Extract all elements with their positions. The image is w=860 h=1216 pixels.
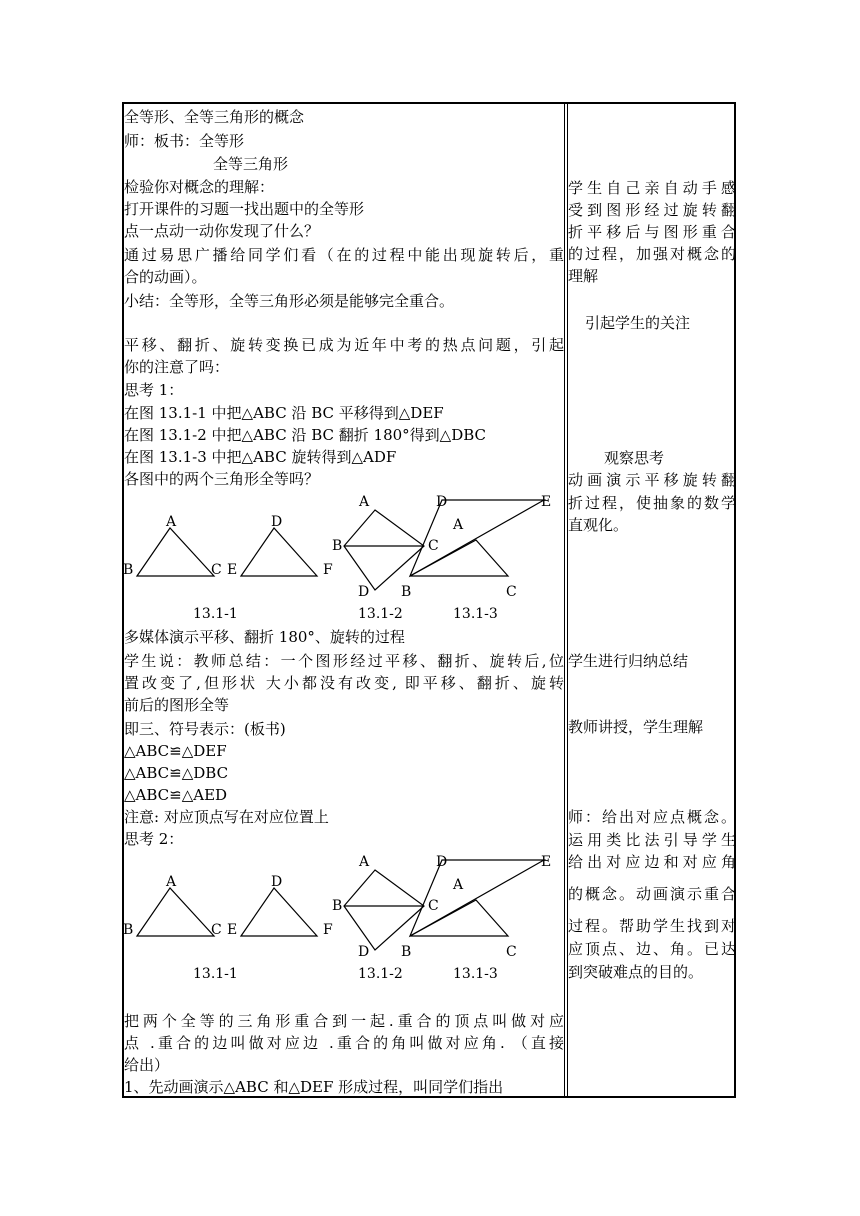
text-line: 前后的图形全等 [124, 696, 230, 714]
label-f: F [323, 922, 333, 938]
text-line: 把两个全等的三角形重合到一起.重合的顶点叫做对应 [124, 1012, 564, 1030]
label-c: C [506, 944, 517, 960]
label-b: B [332, 538, 343, 554]
label-e: E [227, 562, 238, 578]
triangle-abc [137, 888, 214, 936]
label-d: D [358, 944, 370, 960]
note-line: 学生进行归纳总结 [568, 652, 689, 670]
triangle-abc [137, 528, 214, 576]
text-line: 平移、翻折、旋转变换已成为近年中考的热点问题，引起 [124, 336, 564, 354]
label-a: A [166, 874, 177, 890]
note-line: 给出对应边和对应角 [568, 853, 736, 871]
label-a: A [359, 494, 370, 510]
note-line: 到突破难点的目的。 [568, 963, 704, 981]
text-line: 点一点动一动你发现了什么？ [124, 222, 320, 240]
figure-caption: 13.1-3 [453, 966, 498, 982]
figure-caption: 13.1-1 [193, 966, 238, 982]
note-line: 注意: 对应顶点写在对应位置上 [124, 808, 329, 826]
label-c: C [506, 584, 517, 600]
text-line: 在图 13.1-2 中把△ABC 沿 BC 翻折 180°得到△DBC [124, 426, 487, 444]
label-b: B [401, 584, 412, 600]
note-line: 折过程，使抽象的数学 [568, 494, 736, 512]
label-a: A [453, 517, 464, 533]
text-line: 在图 13.1-1 中把△ABC 沿 BC 平移得到△DEF [124, 404, 444, 422]
label-d: D [436, 494, 448, 510]
triangle-def [241, 528, 317, 576]
note-line: 受到图形经过旋转翻 [568, 201, 736, 219]
note-line: 运用类比法引导学生 [568, 831, 736, 849]
note-line: 师：给出对应点概念。 [568, 808, 736, 826]
figure-caption: 13.1-2 [358, 966, 403, 982]
label-e: E [541, 494, 552, 510]
label-c: C [211, 922, 222, 938]
text-line: 1、先动画演示△ABC 和△DEF 形成过程，叫同学们指出 [124, 1078, 504, 1096]
label-c: C [428, 898, 439, 914]
congruence-line: △ABC≌△DEF [124, 742, 227, 760]
note-line: 的概念。动画演示重合 [568, 885, 736, 903]
kite-abdc [344, 510, 424, 590]
text-line: 给出） [124, 1056, 170, 1074]
text-line: 置改变了,但形状 大小都没有改变, 即平移、翻折、旋转 [124, 674, 564, 692]
text-line: 即三、符号表示：(板书) [124, 720, 286, 738]
note-line: 应顶点、边、角。已达 [568, 940, 736, 958]
label-a: A [166, 514, 177, 530]
label-d: D [271, 514, 283, 530]
label-c: C [211, 562, 222, 578]
text-line: 检验你对概念的理解： [124, 178, 275, 196]
triangle-figure-1 [120, 488, 566, 626]
note-line: 过程。帮助学生找到对 [568, 917, 736, 935]
kite-abdc [344, 870, 424, 950]
text-line: 打开课件的习题一找出题中的全等形 [124, 200, 365, 218]
label-b: B [123, 922, 134, 938]
label-c: C [428, 538, 439, 554]
congruence-line: △ABC≌△DBC [124, 764, 229, 782]
label-d: D [358, 584, 370, 600]
note-line: 理解 [568, 267, 599, 285]
note-line: 直观化。 [568, 516, 629, 534]
text-line: 合的动画）。 [124, 268, 207, 286]
text-line: 你的注意了吗： [124, 358, 230, 376]
text-line: 学生说：教师总结：一个图形经过平移、翻折、旋转后,位 [124, 652, 564, 670]
text-line: 点 .重合的边叫做对应边 .重合的角叫做对应角. （直接 [124, 1034, 564, 1052]
think-heading: 思考 1： [124, 381, 184, 399]
label-b: B [123, 562, 134, 578]
note-line: 折平移后与图形重合 [568, 223, 736, 241]
label-f: F [323, 562, 333, 578]
label-e: E [227, 922, 238, 938]
triangle-abc-rotated [410, 540, 508, 576]
triangle-abc-rotated [410, 900, 508, 936]
board-item: 全等三角形 [213, 155, 289, 173]
label-b: B [332, 898, 343, 914]
section-title: 全等形、全等三角形的概念 [124, 108, 305, 126]
text-line: 各图中的两个三角形全等吗？ [124, 470, 320, 488]
label-d: D [271, 874, 283, 890]
figure-caption: 13.1-2 [358, 606, 403, 622]
teacher-board-line: 师：板书：全等形 [124, 132, 245, 150]
label-d: D [436, 854, 448, 870]
label-a: A [453, 877, 464, 893]
note-line: 动画演示平移旋转翻 [568, 471, 736, 489]
note-line: 的过程，加强对概念的 [568, 245, 736, 263]
text-line: 在图 13.1-3 中把△ABC 旋转得到△ADF [124, 448, 397, 466]
triangle-def [241, 888, 317, 936]
text-line: 通过易思广播给同学们看（在的过程中能出现旋转后，重 [124, 246, 564, 264]
text-line: 多媒体演示平移、翻折 180°、旋转的过程 [124, 628, 405, 646]
triangle-figure-2 [120, 848, 566, 986]
figure-caption: 13.1-3 [453, 606, 498, 622]
think-heading: 思考 2： [124, 830, 184, 848]
note-line: 引起学生的关注 [585, 314, 691, 332]
label-b: B [401, 944, 412, 960]
label-a: A [359, 854, 370, 870]
note-line: 观察思考 [604, 449, 665, 467]
figure-caption: 13.1-1 [193, 606, 238, 622]
congruence-line: △ABC≌△AED [124, 786, 228, 804]
note-line: 学生自己亲自动手感 [568, 179, 736, 197]
summary-line: 小结：全等形，全等三角形必须是能够完全重合。 [124, 292, 455, 310]
note-line: 教师讲授，学生理解 [568, 718, 704, 736]
label-e: E [541, 854, 552, 870]
